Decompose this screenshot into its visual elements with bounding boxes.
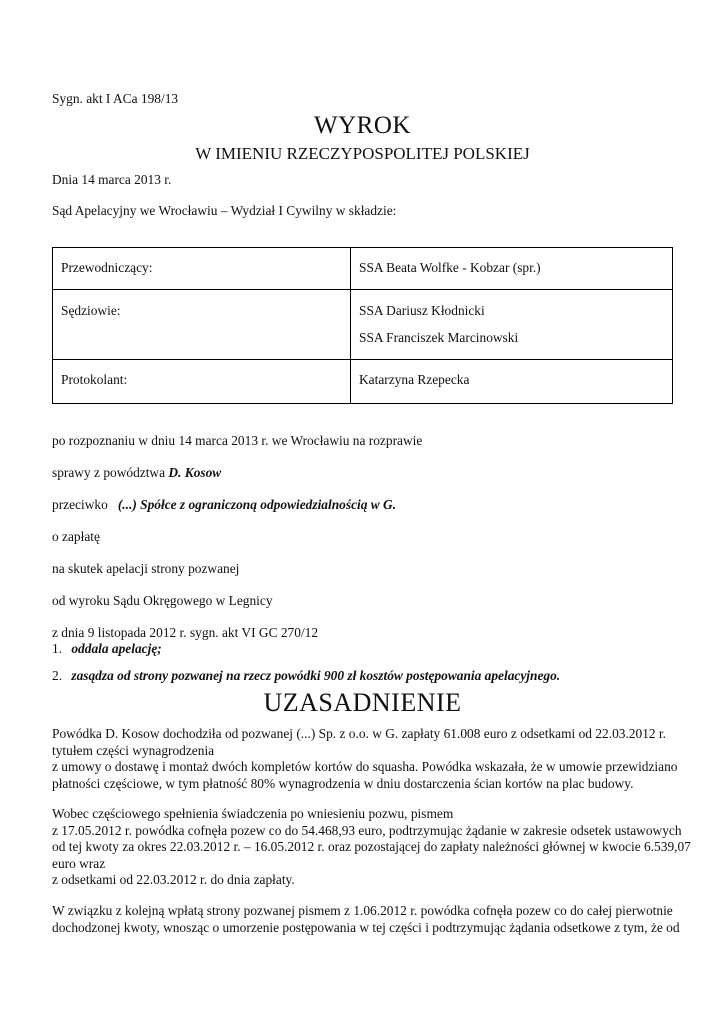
case-signature: Sygn. akt I ACa 198/13	[52, 91, 179, 106]
role-cell: Protokolant:	[53, 360, 351, 404]
paragraph-line: W związku z kolejną wpłatą strony pozwanej pismem z 1.06.2012 r. powódka cofnęła pozew co do całej pierwotnie	[52, 903, 673, 918]
paragraph-line: Powódka D. Kosow dochodziła od pozwanej (...) Sp. z o.o. w G. zapłaty 61.008 euro z odsetkami od 22.03.2012 r.	[52, 726, 667, 741]
name-cell: SSA Beata Wolfke - Kobzar (spr.)	[351, 248, 673, 290]
appeal-line: na skutek apelacji strony pozwanej	[52, 561, 240, 576]
verdict-text: zasądza od strony pozwanej na rzecz powódki 900 zł kosztów postępowania apelacyjnego.	[71, 668, 561, 683]
table-row	[53, 248, 673, 290]
justification-paragraph-2	[52, 806, 691, 889]
judge-name: SSA Dariusz Kłodnicki	[359, 303, 485, 318]
document-title: WYROK	[314, 112, 411, 139]
table-row	[53, 360, 673, 404]
lower-court-date-line: z dnia 9 listopada 2012 r. sygn. akt VI GC 270/12	[52, 625, 319, 640]
paragraph-line: Wobec częściowego spełnienia świadczenia po wniesieniu pozwu, pismem	[52, 806, 454, 821]
verdict-item-2	[52, 668, 560, 684]
court-composition-intro: Sąd Apelacyjny we Wrocławiu – Wydział I Cywilny w składzie:	[52, 203, 397, 218]
verdict-item-1	[52, 641, 162, 657]
paragraph-line: dochodzonej kwoty, wnosząc o umorzenie postępowania w tej części i podtrzymując żądania odsetkowe z tym, że od	[52, 919, 680, 935]
court-panel-table	[52, 247, 673, 404]
verdict-number: 2.	[52, 668, 63, 683]
justification-heading: UZASADNIENIE	[263, 688, 462, 717]
judge-name: SSA Franciszek Marcinowski	[359, 330, 519, 345]
defendant-name: (...) Spółce z ograniczoną odpowiedzialnością w G.	[117, 497, 397, 512]
justification-paragraph-3	[52, 903, 680, 936]
document-subtitle: W IMIENIU RZECZYPOSPOLITEJ POLSKIEJ	[195, 144, 530, 163]
plaintiff-line	[52, 465, 221, 481]
role-cell: Przewodniczący:	[53, 248, 351, 290]
paragraph-line: płatności częściowe, w tym płatność 80% wynagrodzenia w dniu dostarczenia ścian kortów na plac budowy.	[52, 775, 634, 791]
verdict-number: 1.	[52, 641, 63, 656]
plaintiff-prefix: sprawy z powództwa	[52, 465, 169, 480]
paragraph-line: euro wraz	[52, 855, 106, 871]
paragraph-line: tytułem części wynagrodzenia	[52, 742, 215, 758]
name-cell: Katarzyna Rzepecka	[351, 360, 673, 404]
role-cell: Sędziowie:	[53, 290, 351, 360]
lower-court-line: od wyroku Sądu Okręgowego w Legnicy	[52, 593, 273, 608]
plaintiff-name: D. Kosow	[168, 465, 222, 480]
justification-paragraph-1	[52, 726, 676, 792]
table-row	[53, 290, 673, 360]
paragraph-line: z umowy o dostawę i montaż dwóch kompletów kortów do squasha. Powódka wskazała, że w umowie przewidziano	[52, 759, 678, 774]
paragraph-line: od tej kwoty za okres 22.03.2012 r. – 16.05.2012 r. oraz pozostającej do zapłaty należności głównej w kwocie 6.539,07	[52, 839, 691, 854]
hearing-line: po rozpoznaniu w dniu 14 marca 2013 r. we Wrocławiu na rozprawie	[52, 433, 423, 448]
paragraph-line: z odsetkami od 22.03.2012 r. do dnia zapłaty.	[52, 872, 295, 887]
paragraph-line: z 17.05.2012 r. powódka cofnęła pozew co do 54.468,93 euro, podtrzymując żądanie w zakresie odsetek ustawowych	[52, 822, 682, 838]
claim-subject-line: o zapłatę	[52, 529, 100, 544]
judgment-date: Dnia 14 marca 2013 r.	[52, 172, 172, 187]
defendant-prefix: przeciwko	[52, 497, 112, 512]
defendant-line	[52, 497, 396, 513]
verdict-text: oddala apelację;	[71, 641, 162, 656]
name-cell	[351, 290, 673, 360]
